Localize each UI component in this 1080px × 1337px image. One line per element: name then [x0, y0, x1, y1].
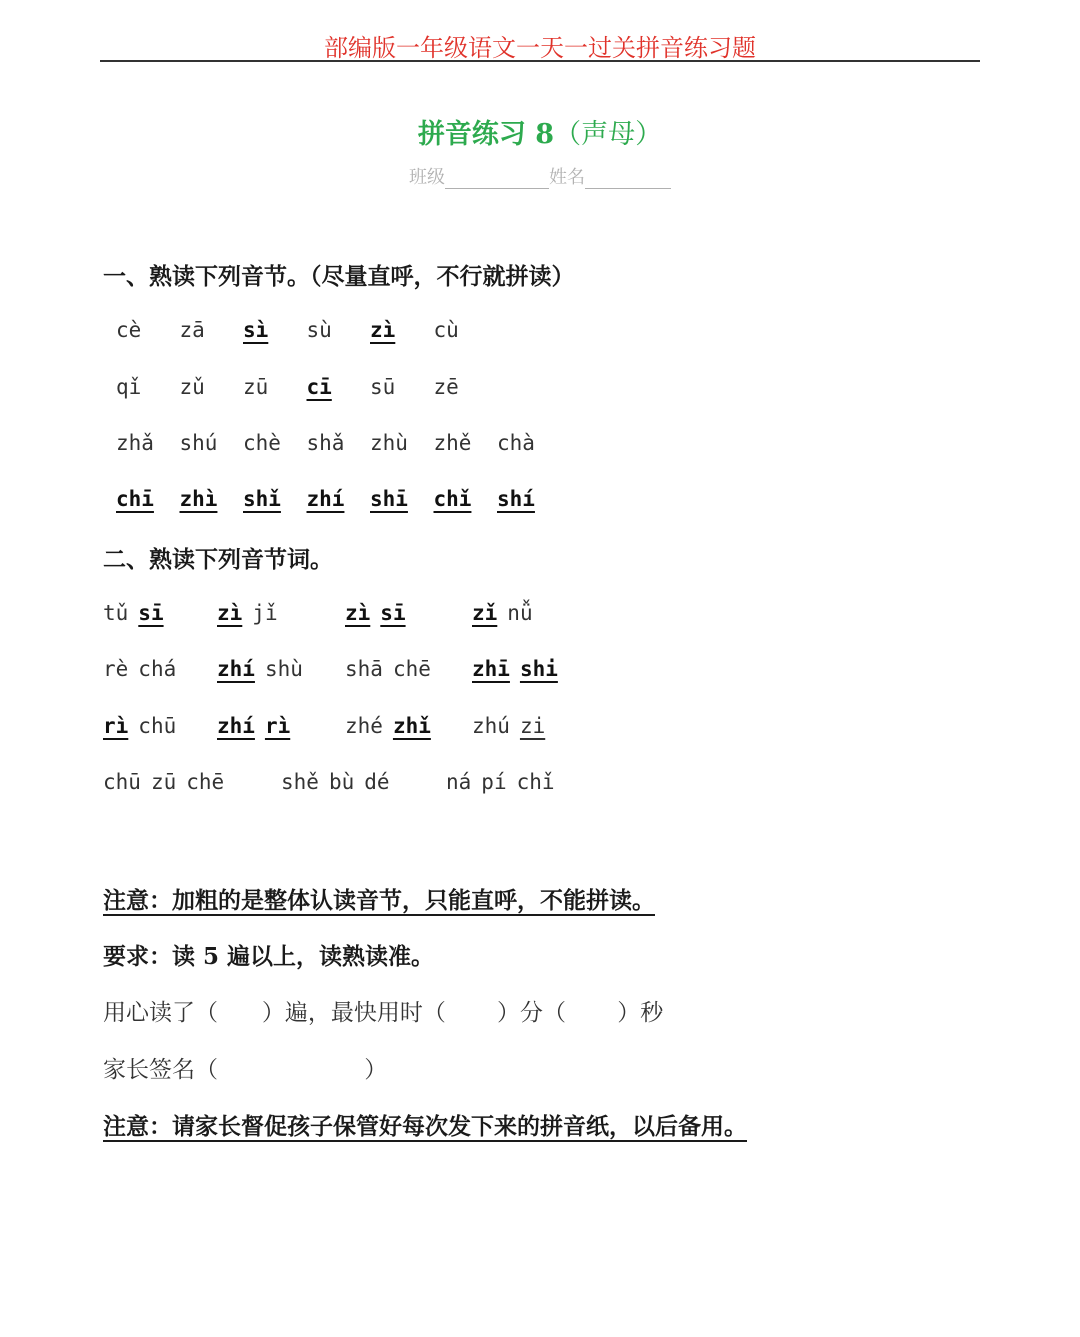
word-syllable: chē: [186, 770, 225, 794]
student-info: [0, 163, 1080, 189]
header-divider: [100, 60, 980, 62]
name-blank[interactable]: [585, 168, 671, 189]
word-syllable: zì: [345, 601, 371, 625]
pinyin-word: [345, 714, 441, 738]
syllable: shī: [370, 487, 408, 511]
word-syllable: ná: [446, 770, 472, 794]
word-syllable: bù: [328, 770, 355, 794]
word-syllable: zhú: [472, 714, 510, 738]
syllable: chǐ: [433, 487, 472, 511]
syllable: chà: [497, 431, 535, 455]
section2-title: 二、熟读下列音节词。: [103, 546, 333, 573]
syllable: sù: [306, 318, 332, 342]
pinyin-word: [103, 770, 234, 794]
syllable: shí: [497, 487, 535, 511]
name-label: 姓名: [549, 167, 585, 188]
syllable: zhǎ: [116, 431, 154, 455]
syllable: cù: [433, 318, 459, 342]
word-syllable: chē: [392, 657, 431, 681]
word-syllable: shi: [519, 657, 558, 681]
pinyin-word: [345, 657, 441, 681]
syllable: shǎ: [306, 431, 345, 455]
syllable: zā: [179, 318, 205, 342]
pinyin-word: [345, 601, 416, 625]
title-sub: （声母）: [554, 119, 663, 150]
pinyin-word: [472, 657, 568, 681]
word-syllable: rè: [103, 657, 129, 681]
note-whole-syllables: 注意：加粗的是整体认读音节，只能直呼，不能拼读。: [103, 887, 655, 914]
word-syllable: chū: [138, 714, 177, 738]
syllable: zì: [370, 318, 396, 342]
word-syllable: nǚ: [507, 601, 533, 625]
pinyin-word: [446, 770, 565, 794]
class-label: 班级: [409, 167, 445, 188]
syllable: chī: [116, 487, 154, 511]
syllable: zhì: [179, 487, 218, 511]
pinyin-word: [472, 601, 543, 625]
syllable: shǐ: [243, 487, 281, 511]
section1-title: 一、熟读下列音节。（尽量直呼，不行就拼读）: [103, 263, 575, 290]
syllable: qǐ: [116, 375, 142, 399]
word-syllable: shě: [281, 770, 319, 794]
word-syllable: zi: [519, 714, 546, 738]
title-main: 拼音练习 8: [417, 119, 555, 150]
word-syllable: zì: [217, 601, 243, 625]
syllable: chè: [243, 431, 281, 455]
word-syllable: zhī: [472, 657, 510, 681]
word-syllable: sī: [380, 601, 406, 625]
syllable: zhě: [433, 431, 472, 455]
word-syllable: zhí: [217, 714, 255, 738]
syllable: sū: [370, 375, 396, 399]
word-syllable: chá: [138, 657, 177, 681]
word-syllable: zhí: [217, 657, 255, 681]
requirement: 要求：读 5 遍以上，读熟读准。: [103, 943, 435, 970]
word-syllable: zhé: [345, 714, 383, 738]
word-syllable: rì: [103, 714, 129, 738]
word-syllable: zhǐ: [392, 714, 431, 738]
class-blank[interactable]: [445, 168, 549, 189]
pinyin-word: [472, 714, 555, 738]
pinyin-word: [103, 657, 186, 681]
word-syllable: shù: [264, 657, 303, 681]
word-syllable: sī: [138, 601, 164, 625]
page-header: 部编版一年级语文一天一过关拼音练习题: [324, 34, 756, 62]
pinyin-word: [103, 714, 186, 738]
pinyin-word: [281, 770, 400, 794]
pinyin-word: [103, 601, 174, 625]
word-syllable: rì: [264, 714, 291, 738]
word-syllable: zū: [150, 770, 177, 794]
syllable: shú: [179, 431, 218, 455]
syllable: zhí: [306, 487, 345, 511]
syllable: cī: [306, 375, 332, 399]
syllable: zhù: [370, 431, 408, 455]
word-syllable: pí: [481, 770, 507, 794]
word-syllable: tǔ: [103, 601, 129, 625]
word-syllable: chū: [103, 770, 141, 794]
pinyin-word: [217, 714, 300, 738]
parent-signature[interactable]: 家长签名（ ）: [103, 1057, 388, 1083]
worksheet-title: [0, 112, 1080, 151]
syllable: zē: [433, 375, 459, 399]
note-keep-papers: 注意：请家长督促孩子保管好每次发下来的拼音纸，以后备用。: [103, 1113, 747, 1140]
word-syllable: chǐ: [516, 770, 555, 794]
pinyin-word: [217, 657, 313, 681]
syllable: cè: [116, 318, 142, 342]
pinyin-word: [217, 601, 288, 625]
reading-record[interactable]: 用心读了（ ）遍，最快用时（ ）分（ ）秒: [103, 1000, 664, 1026]
syllable: zǔ: [179, 375, 205, 399]
word-syllable: jǐ: [252, 601, 278, 625]
word-syllable: zǐ: [472, 601, 498, 625]
word-syllable: shā: [345, 657, 383, 681]
syllable: zū: [243, 375, 269, 399]
syllable: sì: [243, 318, 269, 342]
word-syllable: dé: [364, 770, 390, 794]
